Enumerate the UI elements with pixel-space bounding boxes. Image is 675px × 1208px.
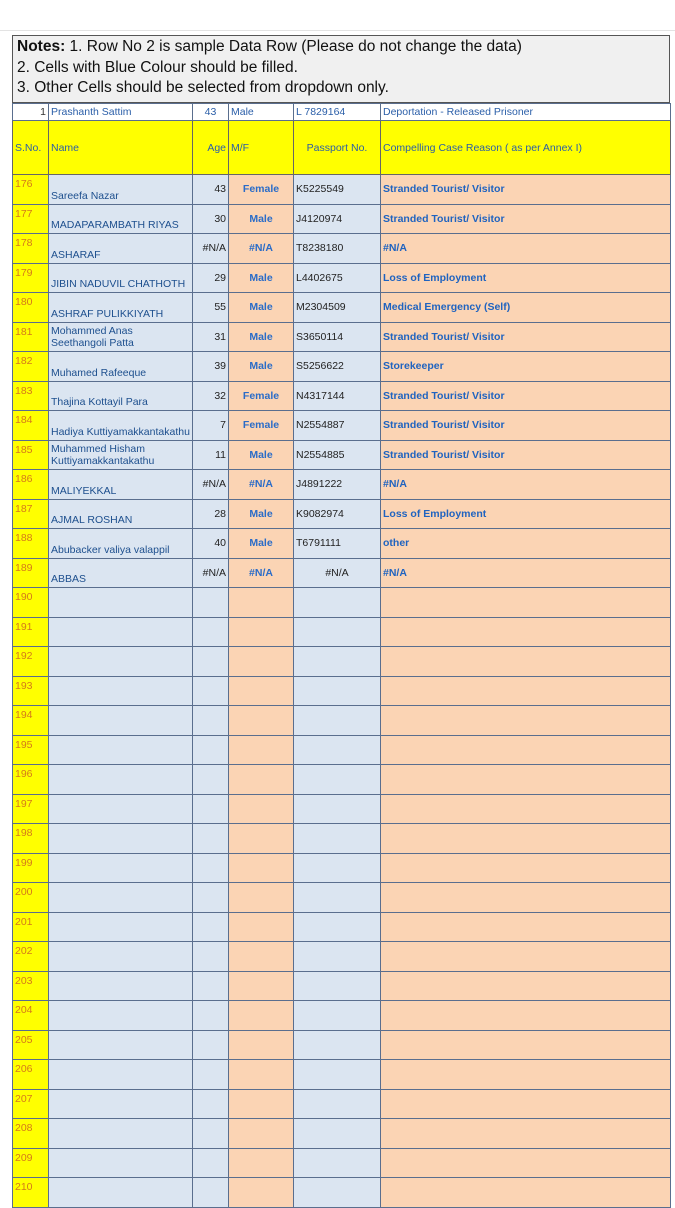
passport-cell[interactable]: N2554885 bbox=[294, 440, 381, 470]
passport-cell[interactable]: K9082974 bbox=[294, 499, 381, 529]
table-row bbox=[13, 1119, 671, 1149]
sno-cell: 207 bbox=[13, 1089, 49, 1119]
reason-dropdown-cell[interactable] bbox=[381, 588, 671, 618]
reason-dropdown-cell[interactable] bbox=[381, 1001, 671, 1031]
table-row bbox=[13, 883, 671, 913]
sno-cell: 189 bbox=[13, 558, 49, 588]
gender-dropdown-cell[interactable] bbox=[229, 883, 294, 913]
name-cell[interactable] bbox=[49, 617, 193, 647]
sno-cell: 186 bbox=[13, 470, 49, 500]
name-cell[interactable] bbox=[49, 1119, 193, 1149]
table-row bbox=[13, 352, 671, 382]
table-row bbox=[13, 765, 671, 795]
sample-age-cell: 43 bbox=[193, 104, 229, 121]
sample-row bbox=[13, 104, 671, 121]
age-cell[interactable]: 28 bbox=[193, 499, 229, 529]
age-cell[interactable]: 29 bbox=[193, 263, 229, 293]
age-cell[interactable]: 30 bbox=[193, 204, 229, 234]
age-cell[interactable]: 43 bbox=[193, 175, 229, 205]
table-row bbox=[13, 322, 671, 352]
table-row bbox=[13, 529, 671, 559]
age-cell[interactable] bbox=[193, 765, 229, 795]
name-cell[interactable] bbox=[49, 647, 193, 677]
table-row bbox=[13, 558, 671, 588]
gender-dropdown-cell[interactable] bbox=[229, 676, 294, 706]
gender-dropdown-cell[interactable]: Male bbox=[229, 204, 294, 234]
sample-gender-cell: Male bbox=[229, 104, 294, 121]
gender-dropdown-cell[interactable] bbox=[229, 706, 294, 736]
sno-cell: 183 bbox=[13, 381, 49, 411]
gender-dropdown-cell[interactable] bbox=[229, 588, 294, 618]
age-cell[interactable]: 40 bbox=[193, 529, 229, 559]
gender-dropdown-cell[interactable] bbox=[229, 1001, 294, 1031]
table-row bbox=[13, 234, 671, 264]
gender-dropdown-cell[interactable] bbox=[229, 824, 294, 854]
sno-cell: 185 bbox=[13, 440, 49, 470]
header-name: Name bbox=[49, 121, 193, 175]
gender-dropdown-cell[interactable] bbox=[229, 912, 294, 942]
passport-cell[interactable] bbox=[294, 1148, 381, 1178]
name-cell[interactable]: JIBIN NADUVIL CHATHOTH bbox=[49, 263, 193, 293]
header-reason: Compelling Case Reason ( as per Annex I) bbox=[381, 121, 671, 175]
passport-cell[interactable]: L4402675 bbox=[294, 263, 381, 293]
name-cell[interactable]: Muhamed Rafeeque bbox=[49, 352, 193, 382]
passport-cell[interactable] bbox=[294, 1001, 381, 1031]
reason-dropdown-cell[interactable] bbox=[381, 765, 671, 795]
gender-dropdown-cell[interactable] bbox=[229, 794, 294, 824]
gender-dropdown-cell[interactable]: Male bbox=[229, 263, 294, 293]
age-cell[interactable] bbox=[193, 1148, 229, 1178]
gender-dropdown-cell[interactable] bbox=[229, 765, 294, 795]
name-cell[interactable] bbox=[49, 853, 193, 883]
gender-dropdown-cell[interactable]: Male bbox=[229, 352, 294, 382]
name-cell[interactable] bbox=[49, 1089, 193, 1119]
name-cell[interactable]: Hadiya Kuttiyamakkantakathu bbox=[49, 411, 193, 441]
passport-cell[interactable] bbox=[294, 912, 381, 942]
reason-dropdown-cell[interactable] bbox=[381, 676, 671, 706]
passport-cell[interactable]: N2554887 bbox=[294, 411, 381, 441]
reason-dropdown-cell[interactable]: #N/A bbox=[381, 470, 671, 500]
sno-cell: 200 bbox=[13, 883, 49, 913]
passport-cell[interactable] bbox=[294, 647, 381, 677]
reason-dropdown-cell[interactable] bbox=[381, 883, 671, 913]
passport-cell[interactable] bbox=[294, 1178, 381, 1208]
name-cell[interactable] bbox=[49, 765, 193, 795]
passport-cell[interactable] bbox=[294, 853, 381, 883]
age-cell[interactable]: #N/A bbox=[193, 470, 229, 500]
passport-cell[interactable] bbox=[294, 1060, 381, 1090]
reason-dropdown-cell[interactable]: Medical Emergency (Self) bbox=[381, 293, 671, 323]
sno-cell: 202 bbox=[13, 942, 49, 972]
name-cell[interactable]: ABBAS bbox=[49, 558, 193, 588]
age-cell[interactable] bbox=[193, 912, 229, 942]
table-row bbox=[13, 1001, 671, 1031]
gender-dropdown-cell[interactable]: Male bbox=[229, 293, 294, 323]
table-row bbox=[13, 470, 671, 500]
name-cell[interactable] bbox=[49, 1060, 193, 1090]
table-row bbox=[13, 617, 671, 647]
reason-dropdown-cell[interactable]: Stranded Tourist/ Visitor bbox=[381, 322, 671, 352]
age-cell[interactable] bbox=[193, 1119, 229, 1149]
name-cell[interactable]: Sareefa Nazar bbox=[49, 175, 193, 205]
sno-cell: 187 bbox=[13, 499, 49, 529]
name-cell[interactable] bbox=[49, 1001, 193, 1031]
passport-cell[interactable] bbox=[294, 1089, 381, 1119]
sno-cell: 198 bbox=[13, 824, 49, 854]
table-row bbox=[13, 263, 671, 293]
gender-dropdown-cell[interactable] bbox=[229, 1178, 294, 1208]
age-cell[interactable]: 39 bbox=[193, 352, 229, 382]
reason-dropdown-cell[interactable]: other bbox=[381, 529, 671, 559]
sno-cell: 181 bbox=[13, 322, 49, 352]
reason-dropdown-cell[interactable] bbox=[381, 735, 671, 765]
passport-cell[interactable] bbox=[294, 735, 381, 765]
sno-cell: 196 bbox=[13, 765, 49, 795]
name-cell[interactable] bbox=[49, 1148, 193, 1178]
reason-dropdown-cell[interactable] bbox=[381, 617, 671, 647]
passport-cell[interactable] bbox=[294, 794, 381, 824]
sample-name-cell: Prashanth Sattim bbox=[49, 104, 193, 121]
reason-dropdown-cell[interactable]: Stranded Tourist/ Visitor bbox=[381, 440, 671, 470]
sno-cell: 194 bbox=[13, 706, 49, 736]
header-row bbox=[13, 121, 671, 175]
reason-dropdown-cell[interactable] bbox=[381, 1089, 671, 1119]
notes-line-2: 2. Cells with Blue Colour should be filled. bbox=[17, 58, 298, 76]
gender-dropdown-cell[interactable]: #N/A bbox=[229, 470, 294, 500]
gender-dropdown-cell[interactable] bbox=[229, 1119, 294, 1149]
passport-cell[interactable] bbox=[294, 617, 381, 647]
table-row bbox=[13, 588, 671, 618]
table-row bbox=[13, 824, 671, 854]
name-cell[interactable]: Abubacker valiya valappil bbox=[49, 529, 193, 559]
gender-dropdown-cell[interactable] bbox=[229, 971, 294, 1001]
sno-cell: 208 bbox=[13, 1119, 49, 1149]
age-cell[interactable]: 32 bbox=[193, 381, 229, 411]
sno-cell: 205 bbox=[13, 1030, 49, 1060]
reason-dropdown-cell[interactable] bbox=[381, 1178, 671, 1208]
sno-cell: 178 bbox=[13, 234, 49, 264]
table-row bbox=[13, 676, 671, 706]
passport-cell[interactable]: J4891222 bbox=[294, 470, 381, 500]
sno-cell: 180 bbox=[13, 293, 49, 323]
age-cell[interactable] bbox=[193, 794, 229, 824]
name-cell[interactable] bbox=[49, 942, 193, 972]
age-cell[interactable] bbox=[193, 942, 229, 972]
age-cell[interactable] bbox=[193, 1060, 229, 1090]
reason-dropdown-cell[interactable]: Storekeeper bbox=[381, 352, 671, 382]
sample-reason-cell: Deportation - Released Prisoner bbox=[381, 104, 671, 121]
passport-cell[interactable] bbox=[294, 883, 381, 913]
passport-cell[interactable]: T6791111 bbox=[294, 529, 381, 559]
name-cell[interactable] bbox=[49, 971, 193, 1001]
gender-dropdown-cell[interactable] bbox=[229, 735, 294, 765]
table-row bbox=[13, 853, 671, 883]
sno-cell: 176 bbox=[13, 175, 49, 205]
sno-cell: 201 bbox=[13, 912, 49, 942]
notes-text-1: 1. Row No 2 is sample Data Row (Please do not change the data) bbox=[69, 38, 522, 55]
age-cell[interactable] bbox=[193, 971, 229, 1001]
age-cell[interactable] bbox=[193, 1089, 229, 1119]
name-cell[interactable]: ASHARAF bbox=[49, 234, 193, 264]
age-cell[interactable] bbox=[193, 1178, 229, 1208]
passport-cell[interactable] bbox=[294, 942, 381, 972]
reason-dropdown-cell[interactable]: #N/A bbox=[381, 234, 671, 264]
notes-line-3: 3. Other Cells should be selected from dropdown only. bbox=[17, 79, 389, 96]
top-bar bbox=[0, 0, 675, 31]
name-cell[interactable] bbox=[49, 735, 193, 765]
gender-dropdown-cell[interactable] bbox=[229, 647, 294, 677]
reason-dropdown-cell[interactable] bbox=[381, 1148, 671, 1178]
gender-dropdown-cell[interactable] bbox=[229, 1060, 294, 1090]
notes-line-1 bbox=[17, 37, 665, 58]
gender-dropdown-cell[interactable]: Female bbox=[229, 175, 294, 205]
gender-dropdown-cell[interactable] bbox=[229, 1030, 294, 1060]
reason-dropdown-cell[interactable] bbox=[381, 1060, 671, 1090]
header-gender: M/F bbox=[229, 121, 294, 175]
age-cell[interactable] bbox=[193, 676, 229, 706]
table-row bbox=[13, 706, 671, 736]
age-cell[interactable] bbox=[193, 617, 229, 647]
table-row bbox=[13, 293, 671, 323]
sno-cell: 193 bbox=[13, 676, 49, 706]
reason-dropdown-cell[interactable] bbox=[381, 824, 671, 854]
age-cell[interactable] bbox=[193, 735, 229, 765]
passport-cell[interactable]: M2304509 bbox=[294, 293, 381, 323]
sno-cell: 199 bbox=[13, 853, 49, 883]
passport-cell[interactable]: S3650114 bbox=[294, 322, 381, 352]
top-divider bbox=[0, 30, 675, 31]
age-cell[interactable]: 31 bbox=[193, 322, 229, 352]
reason-dropdown-cell[interactable]: Loss of Employment bbox=[381, 263, 671, 293]
gender-dropdown-cell[interactable]: Male bbox=[229, 322, 294, 352]
reason-dropdown-cell[interactable] bbox=[381, 706, 671, 736]
name-cell[interactable] bbox=[49, 1178, 193, 1208]
age-cell[interactable]: #N/A bbox=[193, 558, 229, 588]
name-cell[interactable]: Muhammed Hisham Kuttiyamakkantakathu bbox=[49, 440, 193, 470]
sno-cell: 188 bbox=[13, 529, 49, 559]
gender-dropdown-cell[interactable] bbox=[229, 1089, 294, 1119]
reason-dropdown-cell[interactable] bbox=[381, 1030, 671, 1060]
reason-dropdown-cell[interactable] bbox=[381, 942, 671, 972]
passport-cell[interactable] bbox=[294, 765, 381, 795]
name-cell[interactable]: Mohammed Anas Seethangoli Patta bbox=[49, 322, 193, 352]
sample-passport-cell: L 7829164 bbox=[294, 104, 381, 121]
age-cell[interactable] bbox=[193, 883, 229, 913]
reason-dropdown-cell[interactable] bbox=[381, 912, 671, 942]
table-row bbox=[13, 942, 671, 972]
sno-cell: 206 bbox=[13, 1060, 49, 1090]
sno-cell: 177 bbox=[13, 204, 49, 234]
sno-cell: 184 bbox=[13, 411, 49, 441]
gender-dropdown-cell[interactable]: #N/A bbox=[229, 558, 294, 588]
name-cell[interactable] bbox=[49, 588, 193, 618]
table-row bbox=[13, 912, 671, 942]
passport-cell[interactable]: T8238180 bbox=[294, 234, 381, 264]
table-row bbox=[13, 971, 671, 1001]
passport-cell[interactable] bbox=[294, 706, 381, 736]
table-row bbox=[13, 499, 671, 529]
gender-dropdown-cell[interactable]: Male bbox=[229, 529, 294, 559]
passport-cell[interactable] bbox=[294, 1119, 381, 1149]
reason-dropdown-cell[interactable]: Stranded Tourist/ Visitor bbox=[381, 411, 671, 441]
reason-dropdown-cell[interactable] bbox=[381, 794, 671, 824]
reason-dropdown-cell[interactable]: Loss of Employment bbox=[381, 499, 671, 529]
age-cell[interactable] bbox=[193, 1030, 229, 1060]
gender-dropdown-cell[interactable]: Male bbox=[229, 440, 294, 470]
passenger-table bbox=[12, 103, 671, 1208]
name-cell[interactable] bbox=[49, 676, 193, 706]
table-row bbox=[13, 647, 671, 677]
name-cell[interactable]: ASHRAF PULIKKIYATH bbox=[49, 293, 193, 323]
sno-cell: 190 bbox=[13, 588, 49, 618]
passport-cell[interactable] bbox=[294, 1030, 381, 1060]
age-cell[interactable] bbox=[193, 706, 229, 736]
notes-label: Notes: bbox=[17, 38, 66, 55]
name-cell[interactable] bbox=[49, 1030, 193, 1060]
name-cell[interactable] bbox=[49, 794, 193, 824]
reason-dropdown-cell[interactable]: Stranded Tourist/ Visitor bbox=[381, 381, 671, 411]
name-cell[interactable] bbox=[49, 824, 193, 854]
table-row bbox=[13, 1178, 671, 1208]
header-passport: Passport No. bbox=[294, 121, 381, 175]
table-row bbox=[13, 411, 671, 441]
gender-dropdown-cell[interactable] bbox=[229, 942, 294, 972]
gender-dropdown-cell[interactable]: Female bbox=[229, 411, 294, 441]
name-cell[interactable]: Thajina Kottayil Para bbox=[49, 381, 193, 411]
table-row bbox=[13, 735, 671, 765]
table-row bbox=[13, 794, 671, 824]
sno-cell: 209 bbox=[13, 1148, 49, 1178]
age-cell[interactable] bbox=[193, 824, 229, 854]
sno-cell: 182 bbox=[13, 352, 49, 382]
age-cell[interactable] bbox=[193, 588, 229, 618]
passport-cell[interactable]: S5256622 bbox=[294, 352, 381, 382]
reason-dropdown-cell[interactable] bbox=[381, 1119, 671, 1149]
sno-cell: 195 bbox=[13, 735, 49, 765]
sno-cell: 204 bbox=[13, 1001, 49, 1031]
table-row bbox=[13, 204, 671, 234]
sno-cell: 203 bbox=[13, 971, 49, 1001]
age-cell[interactable]: 7 bbox=[193, 411, 229, 441]
passport-cell[interactable]: J4120974 bbox=[294, 204, 381, 234]
sno-cell: 191 bbox=[13, 617, 49, 647]
table-row bbox=[13, 1060, 671, 1090]
sno-cell: 192 bbox=[13, 647, 49, 677]
age-cell[interactable]: 11 bbox=[193, 440, 229, 470]
passport-cell[interactable]: K5225549 bbox=[294, 175, 381, 205]
sno-cell: 197 bbox=[13, 794, 49, 824]
passport-cell[interactable]: #N/A bbox=[294, 558, 381, 588]
age-cell[interactable] bbox=[193, 647, 229, 677]
sno-cell: 210 bbox=[13, 1178, 49, 1208]
name-cell[interactable]: MADAPARAMBATH RIYAS bbox=[49, 204, 193, 234]
reason-dropdown-cell[interactable] bbox=[381, 647, 671, 677]
table-row bbox=[13, 381, 671, 411]
age-cell[interactable]: 55 bbox=[193, 293, 229, 323]
table-row bbox=[13, 1030, 671, 1060]
reason-dropdown-cell[interactable] bbox=[381, 853, 671, 883]
name-cell[interactable] bbox=[49, 912, 193, 942]
gender-dropdown-cell[interactable] bbox=[229, 1148, 294, 1178]
name-cell[interactable]: AJMAL ROSHAN bbox=[49, 499, 193, 529]
passport-cell[interactable] bbox=[294, 588, 381, 618]
passport-cell[interactable] bbox=[294, 971, 381, 1001]
gender-dropdown-cell[interactable]: #N/A bbox=[229, 234, 294, 264]
passport-cell[interactable] bbox=[294, 824, 381, 854]
reason-dropdown-cell[interactable]: #N/A bbox=[381, 558, 671, 588]
name-cell[interactable] bbox=[49, 883, 193, 913]
gender-dropdown-cell[interactable]: Male bbox=[229, 499, 294, 529]
table-row bbox=[13, 1089, 671, 1119]
table-row bbox=[13, 440, 671, 470]
reason-dropdown-cell[interactable]: Stranded Tourist/ Visitor bbox=[381, 175, 671, 205]
table-row bbox=[13, 175, 671, 205]
name-cell[interactable]: MALIYEKKAL bbox=[49, 470, 193, 500]
gender-dropdown-cell[interactable] bbox=[229, 617, 294, 647]
header-sno: S.No. bbox=[13, 121, 49, 175]
name-cell[interactable] bbox=[49, 706, 193, 736]
notes-box bbox=[12, 35, 670, 103]
age-cell[interactable] bbox=[193, 1001, 229, 1031]
gender-dropdown-cell[interactable] bbox=[229, 853, 294, 883]
passport-cell[interactable]: N4317144 bbox=[294, 381, 381, 411]
reason-dropdown-cell[interactable]: Stranded Tourist/ Visitor bbox=[381, 204, 671, 234]
passport-cell[interactable] bbox=[294, 676, 381, 706]
sample-sno-cell: 1 bbox=[13, 104, 49, 121]
table-row bbox=[13, 1148, 671, 1178]
header-age: Age bbox=[193, 121, 229, 175]
age-cell[interactable] bbox=[193, 853, 229, 883]
gender-dropdown-cell[interactable]: Female bbox=[229, 381, 294, 411]
age-cell[interactable]: #N/A bbox=[193, 234, 229, 264]
reason-dropdown-cell[interactable] bbox=[381, 971, 671, 1001]
sno-cell: 179 bbox=[13, 263, 49, 293]
